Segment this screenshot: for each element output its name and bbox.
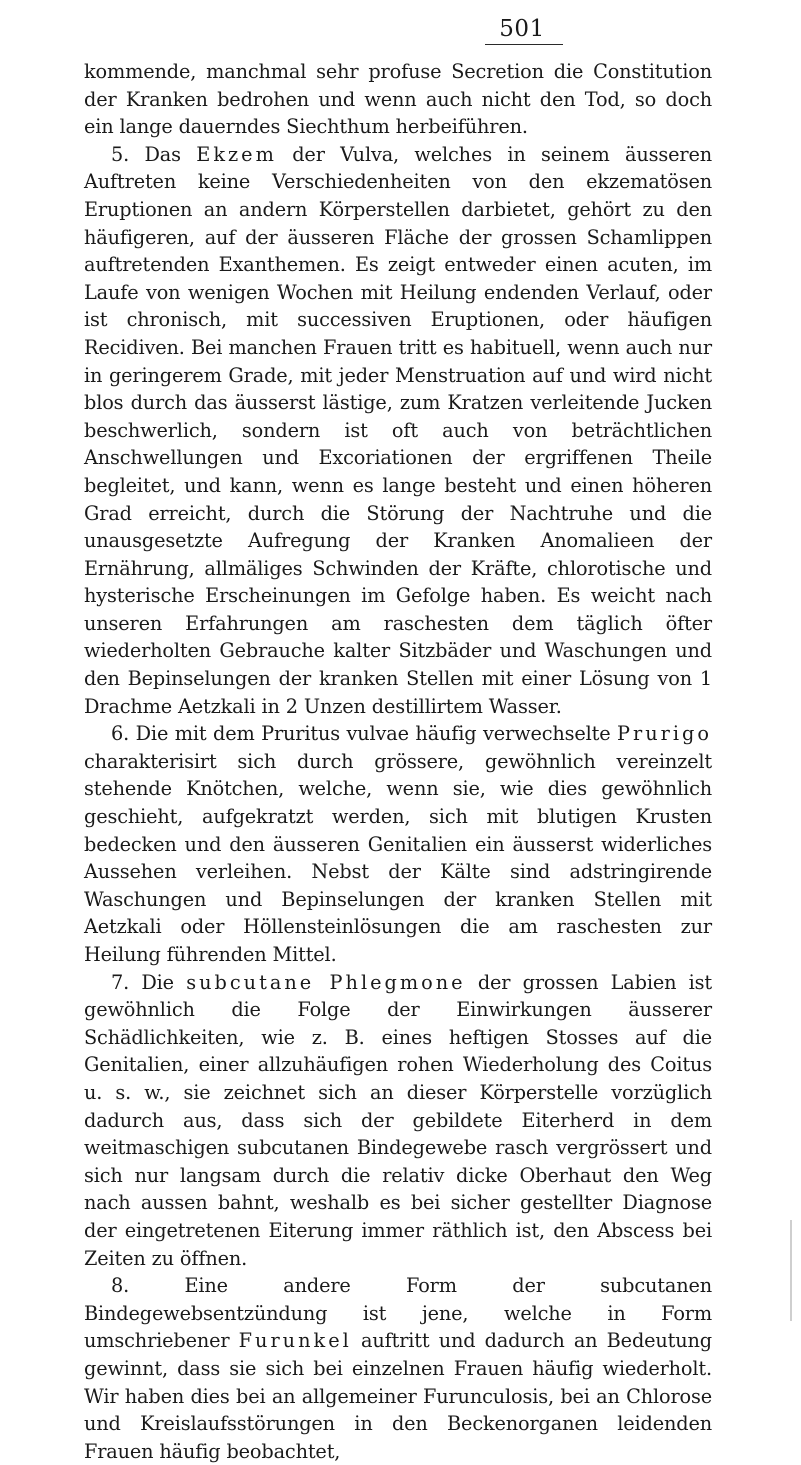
paragraph-prurigo [84, 720, 712, 968]
page-number-rule [485, 44, 563, 45]
text-run: 8. Eine andere Form der subcutanen Bindegewebsentzündung ist jene, welche in Form umschriebener [84, 1274, 712, 1353]
paragraph-furunkel [84, 1272, 712, 1465]
spaced-term-phlegmone: subcutane Phlegmone [186, 970, 466, 994]
text-run: der grossen Labien ist gewöhnlich die Folge der Einwirkungen äusserer Schädlichkeiten, wie z. B. eines heftigen Stosses auf die Genitalien, einer allzuhäufigen rohen Wiederholung des Coitus u. s. w., sie zeichnet sich an dieser Körperstelle vorzüglich dadurch aus, dass sich der gebildete Eiterherd in dem weitmaschigen subcutanen Bindegewebe rasch vergrössert und sich nur langsam durch die relativ dicke Oberhaut den Weg nach aussen bahnt, weshalb es bei sicher gestellter Diagnose der eingetretenen Eiterung immer räthlich ist, den Abscess bei Zeiten zu öffnen. [84, 970, 712, 1270]
text-run: 7. Die [111, 970, 187, 994]
body-text [84, 58, 712, 1465]
spaced-term-furunkel: Furunkel [238, 1329, 352, 1353]
paragraph-continuation [84, 58, 712, 141]
text-run: charakterisirt sich durch grössere, gewöhnlich vereinzelt stehende Knötchen, welche, wenn sie, wie dies gewöhnlich geschieht, aufgekratzt werden, sich mit blutigen Krusten bedecken und den äusseren Genitalien ein äusserst widerliches Aussehen verleihen. Nebst der Kälte sind adstringirende Waschungen und Bepinselungen der kranken Stellen mit Aetzkali oder Höllensteinlösungen die am raschesten zur Heilung führenden Mittel. [84, 749, 712, 966]
spaced-term-prurigo: Prurigo [617, 722, 712, 746]
page-number: 501 [499, 16, 545, 42]
spaced-term-ekzem: Ekzem [196, 142, 277, 166]
text-run: auftritt und dadurch an Bedeutung gewinnt, dass sie sich bei einzelnen Frauen häufig wiederholt. Wir haben dies bei an allgemeiner Furunculosis, bei an Chlorose und Kreislaufsstörungen in den Beckenorganen leidenden Frauen häufig beobachtet, [84, 1329, 712, 1463]
text-run: kommende, manchmal sehr profuse Secretion die Constitution der Kranken bedrohen und wenn auch nicht den Tod, so doch ein lange dauerndes Siechthum herbeiführen. [84, 60, 712, 139]
paragraph-ekzem [84, 141, 712, 720]
text-run: 5. Das [111, 142, 197, 166]
text-run: 6. Die mit dem Pruritus vulvae häufig verwechselte [111, 722, 618, 746]
text-run: der Vulva, welches in seinem äusseren Auftreten keine Verschiedenheiten von den ekzematösen Eruptionen an andern Körperstellen darbietet, gehört zu den häufigeren, auf der äusseren Fläche der grossen Schamlippen auftretenden Exanthemen. Es zeigt entweder einen acuten, im Laufe von wenigen Wochen mit Heilung endenden Verlauf, oder ist chronisch, mit successiven Eruptionen, oder häufigen Recidiven. Bei manchen Frauen tritt es habituell, wenn auch nur in geringerem Grade, mit jeder Menstruation auf und wird nicht blos durch das äusserst lästige, zum Kratzen verleitende Jucken beschwerlich, sondern ist oft auch von beträchtlichen Anschwellungen und Excoriationen der ergriffenen Theile begleitet, und kann, wenn es lange besteht und einen höheren Grad erreicht, durch die Störung der Nachtruhe und die unausgesetzte Aufregung der Kranken Anomalieen der Ernährung, allmäliges Schwinden der Kräfte, chlorotische und hysterische Erscheinungen im Gefolge haben. Es weicht nach unseren Erfahrungen am raschesten dem täglich öfter wiederholten Gebrauche kalter Sitzbäder und Waschungen und den Bepinselungen der kranken Stellen mit einer Lösung von 1 Drachme Aetzkali in 2 Unzen destillirtem Wasser. [84, 142, 712, 718]
scan-edge-shadow [790, 1220, 792, 1321]
paragraph-phlegmone [84, 969, 712, 1273]
